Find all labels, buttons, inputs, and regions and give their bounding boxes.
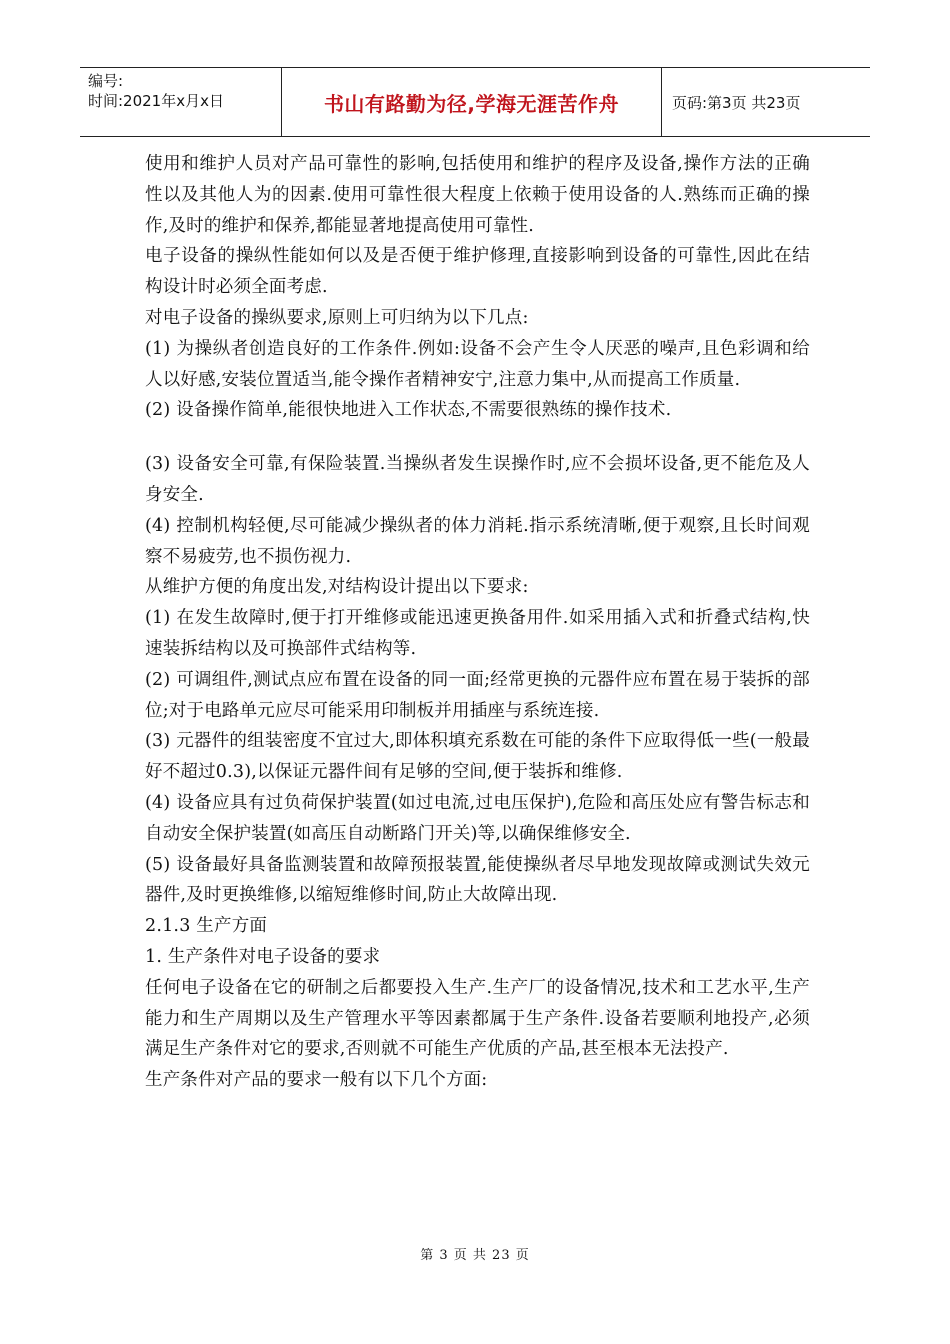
body-paragraph: 电子设备的操纵性能如何以及是否便于维护修理,直接影响到设备的可靠性,因此在结构设计时必须全面考虑. [145,246,810,298]
list-item: (2) 设备操作简单,能很快地进入工作状态,不需要很熟练的操作技术. [145,400,672,421]
list-item: (1) 在发生故障时,便于打开维修或能迅速更换备用件.如采用插入式和折叠式结构,快速装拆结构以及可换部件式结构等. [145,608,810,659]
document-number-label: 编号: [88,72,124,90]
header-motto: 书山有路勤为径,学海无涯苦作舟 [323,91,620,116]
list-item: (4) 设备应具有过负荷保护装置(如过电流,过电压保护),危险和高压处应有警告标志和自动安全保护装置(如高压自动断路门开关)等,以确保维修安全. [145,792,810,844]
list-item: (5) 设备最好具备监测装置和故障预报装置,能使操纵者尽早地发现故障或测试失效元器件,及时更换维修,以缩短维修时间,防止大故障出现. [145,854,810,906]
body-paragraph: 从维护方便的角度出发,对结构设计提出以下要求: [145,577,529,598]
body-paragraph: 生产条件对产品的要求一般有以下几个方面: [145,1070,488,1091]
section-heading: 2.1.3 生产方面 [145,916,268,937]
list-item: (3) 设备安全可靠,有保险装置.当操纵者发生误操作时,应不会损坏设备,更不能危及人身安全. [145,454,810,505]
list-item: (3) 元器件的组装密度不宜过大,即体积填充系数在可能的条件下应取得低一些(一般最好不超过0.3),以保证元器件间有足够的空间,便于装拆和维修. [145,731,810,783]
header-meta [80,68,282,136]
list-item: (1) 为操纵者创造良好的工作条件.例如:设备不会产生令人厌恶的噪声,且色彩调和给人以好感,安装位置适当,能令操作者精神安宁,注意力集中,从而提高工作质量. [145,338,810,390]
document-time-label: 时间:2021年x月x日 [88,92,224,110]
body-paragraph: 对电子设备的操纵要求,原则上可归纳为以下几点: [145,307,529,328]
page-header [80,67,870,137]
page-footer: 第 3 页 共 23 页 [420,1248,530,1263]
header-motto-cell [282,68,662,136]
body-paragraph: 任何电子设备在它的研制之后都要投入生产.生产厂的设备情况,技术和工艺水平,生产能力和生产周期以及生产管理水平等因素都属于生产条件.设备若要顺利地投产,必须满足生产条件对它的要求,否则就不可能生产优质的产品,甚至根本无法投产. [145,977,810,1060]
header-page-code: 页码:第3页 共23页 [672,93,801,112]
header-page-code-cell [662,68,870,136]
subsection-heading: 1. 生产条件对电子设备的要求 [145,946,381,967]
list-item: (4) 控制机构轻便,尽可能减少操纵者的体力消耗.指示系统清晰,便于观察,且长时间观察不易疲劳,也不损伤视力. [145,515,810,567]
document-body [145,149,810,1096]
body-paragraph: 使用和维护人员对产品可靠性的影响,包括使用和维护的程序及设备,操作方法的正确性以及其他人为的因素.使用可靠性很大程度上依赖于使用设备的人.熟练而正确的操作,及时的维护和保养,都能显著地提高使用可靠性. [145,154,810,236]
list-item: (2) 可调组件,测试点应布置在设备的同一面;经常更换的元器件应布置在易于装拆的部位;对于电路单元应尽可能采用印制板并用插座与系统连接. [145,669,810,721]
